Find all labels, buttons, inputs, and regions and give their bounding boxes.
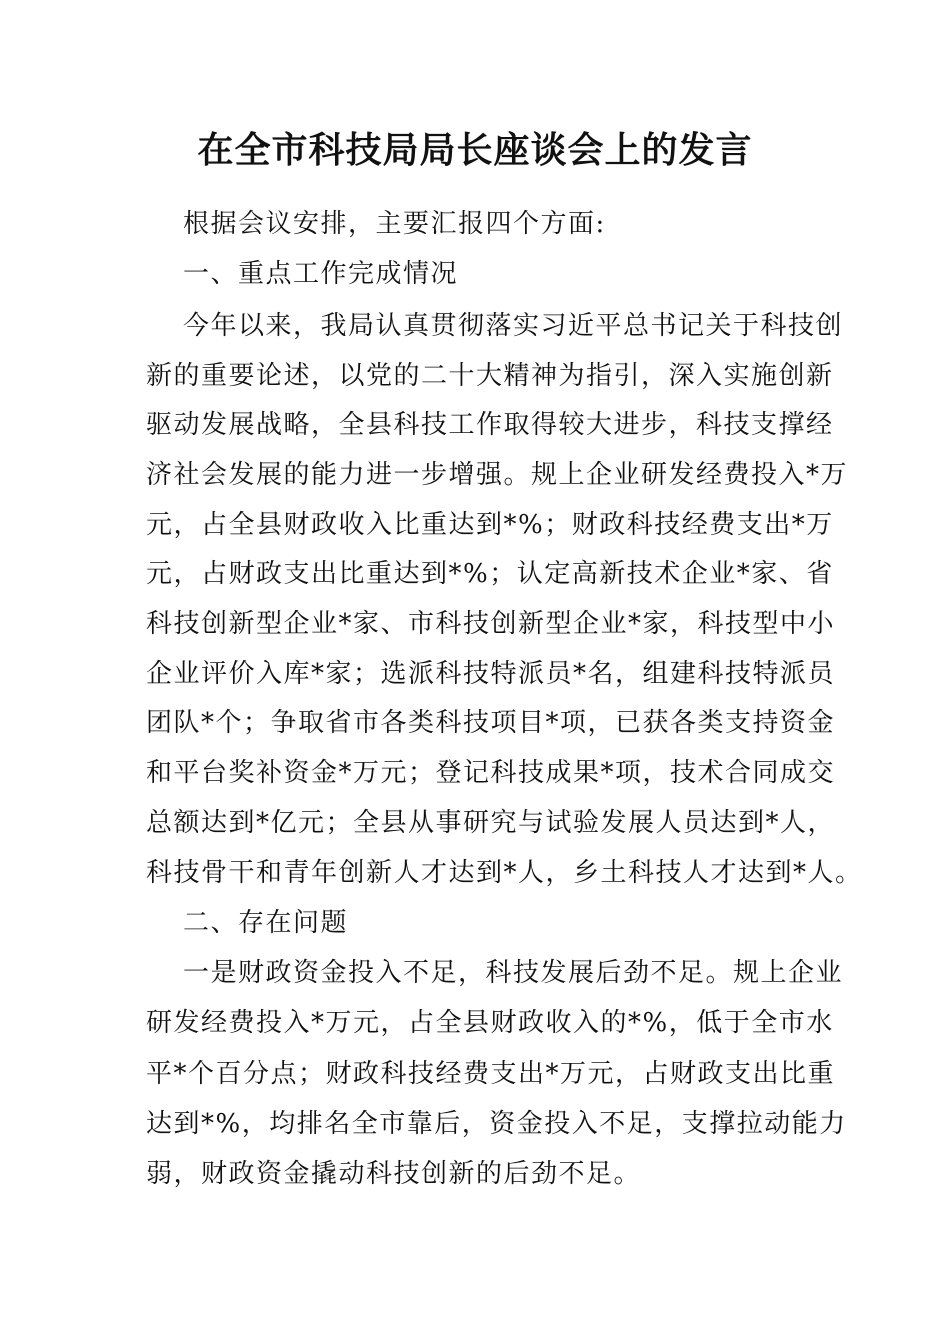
paragraph-line: 企业评价入库*家；选派科技特派员*名，组建科技特派员 xyxy=(146,659,836,689)
paragraph-line: 科技骨干和青年创新人才达到*人，乡土科技人才达到*人。 xyxy=(146,858,863,888)
paragraph-line: 达到*%，均排名全市靠后，资金投入不足，支撑拉动能力 xyxy=(146,1109,847,1139)
section-heading-1: 一、重点工作完成情况 xyxy=(183,259,459,289)
paragraph-intro: 根据会议安排，主要汇报四个方面: xyxy=(183,209,606,239)
paragraph-line: 平*个百分点；财政科技经费支出*万元，占财政支出比重 xyxy=(146,1059,836,1089)
paragraph-line: 济社会发展的能力进一步增强。规上企业研发经费投入*万 xyxy=(146,460,849,490)
paragraph-line: 研发经费投入*万元，占全县财政收入的*%，低于全市水 xyxy=(146,1008,834,1038)
paragraph-line: 和平台奖补资金*万元；登记科技成果*项，技术合同成交 xyxy=(146,758,836,788)
paragraph-line: 总额达到*亿元；全县从事研究与试验发展人员达到*人， xyxy=(146,808,836,838)
paragraph-line: 科技创新型企业*家、市科技创新型企业*家，科技型中小 xyxy=(146,609,836,639)
paragraph-line: 元，占全县财政收入比重达到*%；财政科技经费支出*万 xyxy=(146,510,834,540)
paragraph-line: 新的重要论述，以党的二十大精神为指引，深入实施创新 xyxy=(146,361,834,391)
paragraph-line: 元，占财政支出比重达到*%；认定高新技术企业*家、省 xyxy=(146,559,834,589)
paragraph-line: 驱动发展战略，全县科技工作取得较大进步，科技支撑经 xyxy=(146,410,834,440)
paragraph-line: 团队*个；争取省市各类科技项目*项，已获各类支持资金 xyxy=(146,708,836,738)
paragraph-line: 一是财政资金投入不足，科技发展后劲不足。规上企业 xyxy=(183,958,844,988)
document-title: 在全市科技局局长座谈会上的发言 xyxy=(197,129,753,171)
paragraph-line: 弱，财政资金撬动科技创新的后劲不足。 xyxy=(146,1159,642,1189)
section-heading-2: 二、存在问题 xyxy=(183,908,349,938)
paragraph-line: 今年以来，我局认真贯彻落实习近平总书记关于科技创 xyxy=(183,311,844,341)
